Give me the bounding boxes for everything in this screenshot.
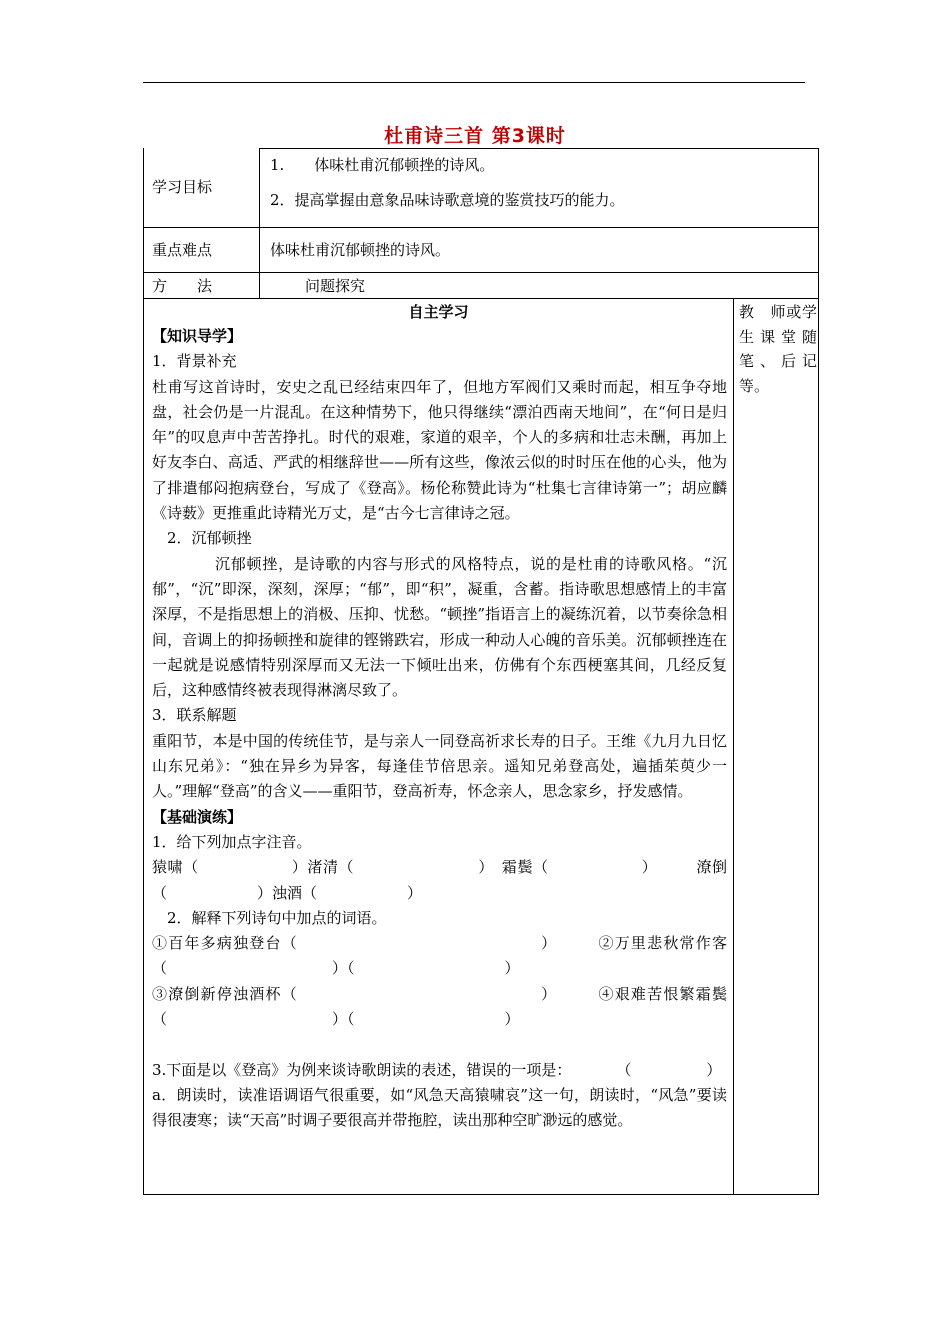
method-text: 问题探究 [305, 277, 366, 295]
content-line [152, 1032, 727, 1057]
section-heading: 自主学习 [408, 303, 469, 321]
content-line: 2．沉郁顿挫 [152, 529, 252, 548]
content-line: 【知识导学】 [152, 327, 243, 345]
key-text: 体味杜甫沉郁顿挫的诗风。 [270, 241, 451, 259]
side-note: 教 师或学生课堂随笔、后记等。 [739, 303, 817, 395]
page-title: 杜甫诗三首 第3课时 [384, 125, 566, 147]
goals-label: 学习目标 [152, 178, 213, 196]
method-label: 方 法 [152, 277, 213, 295]
side-note-cell [733, 298, 819, 1195]
key-label: 重点难点 [152, 241, 213, 259]
content-line: 杜甫写这首诗时，安史之乱已经结束四年了，但地方军阀们又乘时而起，相互争夺地盘，社会仍是一片混乱。在这种情势下，他只得继续“漂泊西南天地间”，在“何日是归年”的叹息声中苦苦挣扎。时代的艰难，家道的艰辛，个人的多病和壮志未酬，再加上好友李白、高适、严武的相继辞世——所有这些，像浓云似的时时压在他的心头，他为了排遣郁闷抱病登台，写成了《登高》。杨伦称赞此诗为“杜集七言律诗第一”；胡应麟《诗薮》更推重此诗精光万丈，是“古今七言律诗之冠。 [152, 377, 727, 523]
goal-1: 1. 体味杜甫沉郁顿挫的诗风。 [270, 156, 495, 174]
content-line: 1．背景补充 [152, 352, 237, 371]
content-line: 3．联系解题 [152, 706, 237, 725]
content-line: ①百年多病独登台（ ） ②万里悲秋常作客（ ）（ ） [152, 934, 727, 978]
content-line: a．朗读时，读准语调语气很重要，如“风急天高猿啸哀”这一句，朗读时，“风急”要读得很凄寒；读“天高”时调子要很高并带拖腔，读出那种空旷渺远的感觉。 [152, 1085, 727, 1130]
content-line: 猿啸（ ）渚清（ ） 霜鬓（ ） 潦倒（ ）浊酒（ ） [152, 858, 727, 902]
study-content [152, 324, 727, 1134]
content-line: 1．给下列加点字注音。 [152, 832, 312, 851]
content-line: 沉郁顿挫，是诗歌的内容与形式的风格特点，说的是杜甫的诗歌风格。“沉郁”，“沉”即深，深刻，深厚；“郁”，即“积”，凝重，含蓄。指诗歌思想感情上的丰富深厚，不是指思想上的消极、压抑、忧愁。“顿挫”指语言上的凝练沉着，以节奏徐急相间，音调上的抑扬顿挫和旋律的铿锵跌宕，形成一种动人心魄的音乐美。沉郁顿挫连在一起就是说感情特别深厚而又无法一下倾吐出来，仿佛有个东西梗塞其间，几经反复后，这种感情终被表现得淋漓尽致了。 [152, 554, 727, 700]
content-line: 【基础演练】 [152, 807, 243, 826]
content-line: ③潦倒新停浊酒杯（ ） ④艰难苦恨繁霜鬓（ ）（ ） [152, 984, 727, 1029]
goal-2: 2．提高掌握由意象品味诗歌意境的鉴赏技巧的能力。 [270, 191, 625, 209]
content-line: 2．解释下列诗句中加点的词语。 [152, 908, 387, 927]
content-line: 3.下面是以《登高》为例来谈诗歌朗读的表述，错误的一项是： （ ） [152, 1060, 722, 1079]
header-rule [143, 82, 805, 83]
content-line: 重阳节，本是中国的传统佳节，是与亲人一同登高祈求长寿的日子。王维《九月九日忆山东兄弟》：“独在异乡为异客，每逢佳节倍思亲。遥知兄弟登高处，遍插茱萸少一人。”理解“登高”的含义——重阳节，登高祈寿，怀念亲人，思念家乡，抒发感情。 [152, 731, 727, 801]
